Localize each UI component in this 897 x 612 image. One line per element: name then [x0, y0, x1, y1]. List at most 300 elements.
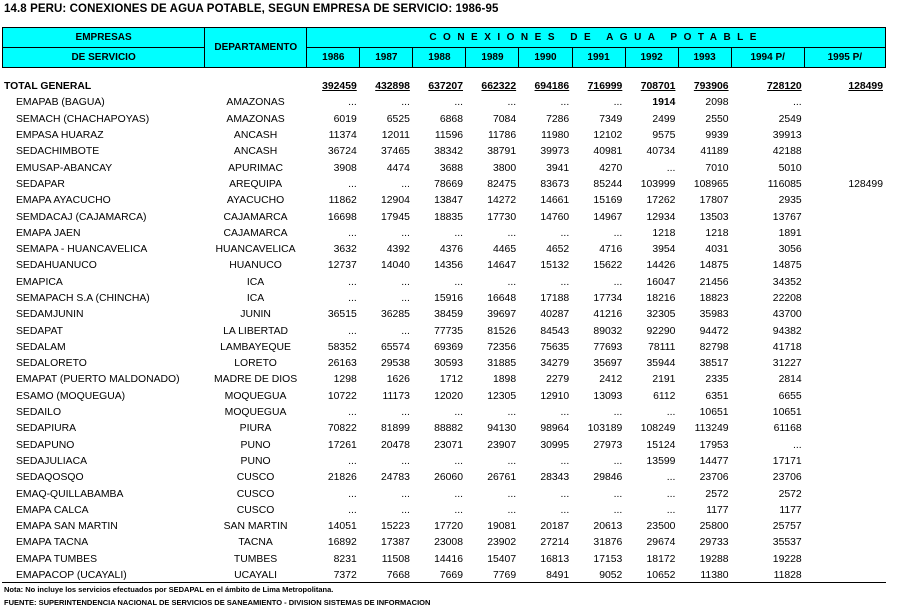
table-row: [2, 389, 886, 405]
value-cell: 15124: [646, 439, 676, 451]
value-cell: 29538: [380, 358, 410, 370]
value-cell: 14272: [487, 195, 517, 207]
value-cell: ...: [401, 293, 410, 304]
table-row: [2, 535, 886, 551]
value-cell: 17945: [380, 211, 410, 223]
value-cell: 12904: [380, 195, 410, 207]
empresa-cell: EMAPA CALCA: [16, 504, 89, 516]
value-cell: 92290: [646, 325, 676, 337]
value-cell: [805, 372, 886, 388]
value-cell: 43700: [772, 309, 802, 321]
value-cell: ...: [401, 455, 410, 467]
value-cell: 10651: [699, 407, 729, 419]
value-cell: ...: [454, 488, 463, 500]
value-cell: 9575: [652, 130, 676, 142]
departamento-cell: JUNIN: [240, 309, 271, 321]
value-cell: ...: [401, 325, 410, 337]
value-cell: ...: [454, 504, 463, 516]
departamento-cell: LA LIBERTAD: [223, 325, 288, 337]
value-cell: 728120: [767, 81, 802, 93]
empresa-cell: EMAPA TUMBES: [16, 553, 98, 565]
value-cell: 11374: [328, 130, 357, 142]
value-cell: [805, 258, 886, 274]
value-cell: 89032: [593, 325, 623, 337]
table-row: [2, 95, 886, 111]
header-year: 1993: [678, 48, 731, 68]
value-cell: 31876: [593, 537, 623, 549]
table-row: [2, 242, 886, 258]
value-cell: ...: [613, 504, 623, 516]
value-cell: ...: [666, 407, 676, 419]
value-cell: 3908: [333, 162, 357, 174]
value-cell: ...: [507, 407, 517, 419]
value-cell: 1898: [492, 374, 517, 386]
value-cell: 13093: [593, 390, 623, 402]
value-cell: 77693: [593, 341, 623, 353]
header-conexiones: CONEXIONES DE AGUA POTABLE: [307, 28, 886, 48]
departamento-cell: AYACUCHO: [226, 195, 285, 207]
value-cell: 3056: [778, 244, 802, 256]
value-cell: 23500: [646, 521, 676, 533]
header-year: 1994 P/: [731, 48, 804, 68]
value-cell: 41718: [772, 341, 802, 353]
value-cell: 103999: [640, 178, 676, 190]
value-cell: 1177: [706, 504, 729, 516]
value-cell: 3954: [652, 244, 676, 256]
empresa-cell: SEMAPA - HUANCAVELICA: [16, 244, 148, 256]
value-cell: ...: [666, 472, 676, 484]
table-row: [2, 372, 886, 388]
value-cell: 2412: [599, 374, 623, 386]
value-cell: 1218: [652, 227, 676, 239]
value-cell: 14875: [699, 260, 729, 272]
header-year: 1989: [466, 48, 519, 68]
value-cell: 2098: [705, 97, 729, 109]
value-cell: 14760: [540, 211, 570, 223]
value-cell: ...: [666, 488, 676, 500]
value-cell: 41216: [593, 309, 623, 321]
empresa-cell: EMAPAB (BAGUA): [16, 97, 105, 109]
value-cell: ...: [401, 178, 410, 190]
value-cell: 12305: [487, 390, 517, 402]
value-cell: ...: [454, 407, 463, 419]
departamento-cell: LAMBAYEQUE: [220, 341, 291, 353]
value-cell: 26761: [487, 472, 517, 484]
value-cell: 94472: [699, 325, 729, 337]
value-cell: 694186: [534, 81, 570, 93]
value-cell: ...: [401, 488, 410, 500]
departamento-cell: CUSCO: [236, 504, 275, 516]
value-cell: 24783: [380, 472, 410, 484]
value-cell: 82475: [487, 178, 517, 190]
value-cell: ...: [613, 488, 623, 500]
value-cell: 25757: [772, 521, 802, 533]
value-cell: ...: [401, 276, 410, 288]
value-cell: 6525: [386, 113, 410, 125]
header-year: 1986: [307, 48, 360, 68]
value-cell: 34279: [540, 358, 570, 370]
value-cell: ...: [348, 407, 357, 419]
value-cell: ...: [401, 97, 410, 109]
value-cell: 23907: [487, 439, 517, 451]
value-cell: 1891: [778, 227, 802, 239]
value-cell: [805, 389, 886, 405]
value-cell: 7349: [599, 113, 623, 125]
value-cell: 14356: [434, 260, 463, 272]
value-cell: 29674: [646, 537, 676, 549]
value-cell: 8491: [546, 570, 570, 582]
value-cell: ...: [793, 97, 802, 109]
value-cell: 16698: [327, 211, 357, 223]
value-cell: 2549: [778, 113, 802, 125]
value-cell: 2335: [705, 374, 729, 386]
value-cell: [805, 454, 886, 470]
value-cell: ...: [454, 276, 463, 288]
departamento-cell: CUSCO: [236, 488, 275, 500]
value-cell: 662322: [481, 81, 517, 93]
value-cell: 17807: [699, 195, 729, 207]
value-cell: 113249: [694, 423, 729, 435]
value-cell: 14967: [593, 211, 623, 223]
table-row: [2, 454, 886, 470]
value-cell: ...: [348, 97, 357, 109]
value-cell: 81526: [487, 325, 517, 337]
value-cell: 13847: [434, 195, 463, 207]
table-row: [2, 160, 886, 176]
departamento-cell: HUANCAVELICA: [215, 244, 296, 256]
value-cell: ...: [348, 178, 357, 190]
table-row: [2, 438, 886, 454]
value-cell: ...: [401, 407, 410, 419]
value-cell: ...: [507, 276, 517, 288]
departamento-cell: AMAZONAS: [226, 113, 285, 125]
departamento-cell: AREQUIPA: [229, 178, 283, 190]
value-cell: 36515: [327, 309, 357, 321]
value-cell: 17953: [699, 439, 729, 451]
value-cell: ...: [454, 97, 463, 109]
departamento-cell: PUNO: [240, 455, 271, 467]
header-de-servicio: DE SERVICIO: [3, 48, 205, 68]
value-cell: 128499: [848, 178, 883, 190]
value-cell: 4474: [386, 162, 410, 174]
value-cell: 69369: [434, 341, 463, 353]
value-cell: 12910: [540, 390, 570, 402]
header-departamento: DEPARTAMENTO: [205, 28, 307, 68]
value-cell: [805, 112, 886, 128]
departamento-cell: MOQUEGUA: [224, 390, 287, 402]
value-cell: 1218: [705, 227, 729, 239]
value-cell: [805, 291, 886, 307]
value-cell: 15132: [540, 260, 570, 272]
value-cell: 75635: [540, 341, 570, 353]
value-cell: 78669: [434, 178, 463, 190]
empresa-cell: EMAPACOP (UCAYALI): [16, 570, 127, 582]
departamento-cell: ANCASH: [233, 130, 278, 142]
value-cell: 42188: [772, 146, 802, 158]
value-cell: 39913: [772, 130, 802, 142]
value-cell: 16047: [646, 276, 676, 288]
value-cell: 11980: [541, 130, 570, 142]
header-year: 1991: [572, 48, 625, 68]
value-cell: 11173: [382, 390, 410, 402]
value-cell: 18216: [646, 293, 676, 304]
value-cell: 17734: [593, 293, 623, 304]
value-cell: 15622: [593, 260, 623, 272]
value-cell: [805, 405, 886, 421]
value-cell: [805, 160, 886, 176]
value-cell: 11380: [700, 570, 729, 582]
value-cell: 23071: [434, 439, 463, 451]
value-cell: 15407: [487, 553, 517, 565]
value-cell: 29733: [699, 537, 729, 549]
departamento-cell: TACNA: [238, 537, 273, 549]
value-cell: 18172: [646, 553, 676, 565]
value-cell: 23902: [487, 537, 517, 549]
value-cell: 4652: [546, 244, 570, 256]
value-cell: 35537: [772, 537, 802, 549]
value-cell: 10652: [646, 570, 676, 582]
value-cell: 17171: [772, 455, 802, 467]
departamento-cell: CAJAMARCA: [223, 227, 288, 239]
value-cell: 15916: [434, 293, 463, 304]
value-cell: 21456: [699, 276, 729, 288]
value-cell: [805, 552, 886, 568]
value-cell: [805, 95, 886, 111]
value-cell: 12737: [327, 260, 357, 272]
value-cell: ...: [613, 97, 623, 109]
value-cell: 15169: [593, 195, 623, 207]
departamento-cell: APURIMAC: [228, 162, 283, 174]
departamento-cell: LORETO: [234, 358, 277, 370]
value-cell: [805, 307, 886, 323]
departamento-cell: CAJAMARCA: [223, 211, 288, 223]
value-cell: ...: [560, 227, 570, 239]
value-cell: 38791: [487, 146, 517, 158]
data-table: [2, 79, 886, 584]
value-cell: 2499: [652, 113, 676, 125]
value-cell: 19288: [699, 553, 729, 565]
value-cell: 26060: [434, 472, 463, 484]
value-cell: [805, 209, 886, 225]
table-header: [2, 27, 886, 68]
value-cell: [805, 340, 886, 356]
value-cell: ...: [507, 488, 517, 500]
value-cell: ...: [560, 97, 570, 109]
value-cell: 4392: [386, 244, 410, 256]
value-cell: 17387: [380, 537, 410, 549]
value-cell: 3941: [546, 162, 570, 174]
value-cell: ...: [560, 504, 570, 516]
header-year: 1987: [360, 48, 413, 68]
value-cell: 13767: [772, 211, 802, 223]
table-row: [2, 552, 886, 568]
table-row: [2, 486, 886, 502]
value-cell: 16648: [487, 293, 517, 304]
departamento-cell: ICA: [246, 293, 265, 304]
empresa-cell: EMAPA TACNA: [16, 537, 89, 549]
value-cell: 2935: [778, 195, 802, 207]
value-cell: [805, 144, 886, 160]
empresa-cell: SEDAILO: [16, 407, 62, 419]
departamento-cell: SAN MARTIN: [223, 521, 288, 533]
value-cell: 13599: [646, 455, 676, 467]
value-cell: [805, 275, 886, 291]
departamento-cell: [204, 79, 306, 95]
value-cell: 85244: [593, 178, 623, 190]
value-cell: ...: [666, 162, 676, 174]
value-cell: 94382: [772, 325, 802, 337]
value-cell: 27214: [540, 537, 570, 549]
value-cell: 2279: [546, 374, 570, 386]
table-row: [2, 226, 886, 242]
source-line: FUENTE: SUPERINTENDENCIA NACIONAL DE SERVICIOS DE SANEAMIENTO - DIVISION SISTEMAS DE INFORMACION: [4, 598, 431, 607]
value-cell: 82798: [699, 341, 729, 353]
value-cell: 11862: [328, 195, 357, 207]
value-cell: 27973: [593, 439, 623, 451]
value-cell: [805, 519, 886, 535]
value-cell: 1712: [439, 374, 463, 386]
value-cell: 16813: [540, 553, 570, 565]
empresa-cell: SEMAPACH S.A (CHINCHA): [16, 293, 150, 304]
value-cell: 20187: [540, 521, 570, 533]
value-cell: [805, 226, 886, 242]
table-row: [2, 112, 886, 128]
value-cell: 12011: [381, 130, 410, 142]
table-row: [2, 405, 886, 421]
value-cell: 8231: [333, 553, 357, 565]
value-cell: 40734: [646, 146, 676, 158]
value-cell: 11508: [381, 553, 410, 565]
value-cell: ...: [348, 227, 357, 239]
value-cell: ...: [348, 504, 357, 516]
value-cell: ...: [401, 504, 410, 516]
value-cell: 20613: [593, 521, 623, 533]
header-empresas: EMPRESAS: [3, 28, 205, 48]
value-cell: 6655: [778, 390, 802, 402]
value-cell: 6019: [333, 113, 357, 125]
empresa-cell: EMAQ-QUILLABAMBA: [16, 488, 124, 500]
departamento-cell: MADRE DE DIOS: [213, 374, 298, 386]
value-cell: 392459: [322, 81, 357, 93]
value-cell: 20478: [380, 439, 410, 451]
value-cell: 17261: [327, 439, 357, 451]
value-cell: 23706: [772, 472, 802, 484]
value-cell: 17262: [646, 195, 676, 207]
value-cell: [805, 323, 886, 339]
empresa-cell: SEDAHUANUCO: [16, 260, 97, 272]
empresa-cell: SEDAMJUNIN: [16, 309, 84, 321]
value-cell: 14416: [434, 553, 463, 565]
table-row: [2, 356, 886, 372]
value-cell: 11786: [487, 130, 517, 142]
departamento-cell: ANCASH: [233, 146, 278, 158]
table-row: [2, 177, 886, 193]
table-row: [2, 470, 886, 486]
value-cell: 22208: [772, 293, 802, 304]
departamento-cell: PUNO: [240, 439, 271, 451]
value-cell: ...: [454, 455, 463, 467]
value-cell: ...: [401, 227, 410, 239]
departamento-cell: UCAYALI: [234, 570, 278, 582]
value-cell: 81899: [380, 423, 410, 435]
empresa-cell: SEDAJULIACA: [16, 455, 88, 467]
value-cell: 78111: [648, 341, 676, 353]
empresa-cell: SEDAQOSQO: [16, 472, 84, 484]
value-cell: 14040: [380, 260, 410, 272]
value-cell: 3632: [333, 244, 357, 256]
value-cell: 94130: [487, 423, 517, 435]
value-cell: ...: [507, 97, 517, 109]
empresa-cell: SEMDACAJ (CAJAMARCA): [16, 211, 147, 223]
value-cell: ...: [613, 276, 623, 288]
value-cell: 29846: [593, 472, 623, 484]
value-cell: 4031: [705, 244, 729, 256]
value-cell: 10651: [772, 407, 802, 419]
table-row: [2, 291, 886, 307]
value-cell: 39697: [487, 309, 517, 321]
departamento-cell: PIURA: [239, 423, 272, 435]
value-cell: ...: [348, 455, 357, 467]
value-cell: ...: [348, 488, 357, 500]
value-cell: 30593: [434, 358, 463, 370]
value-cell: 4465: [492, 244, 517, 256]
value-cell: 716999: [587, 81, 623, 93]
footnote: Nota: No incluye los servicios efectuados por SEDAPAL en el ámbito de Lima Metropolitana.: [4, 585, 334, 594]
value-cell: 18823: [699, 293, 729, 304]
value-cell: [805, 535, 886, 551]
value-cell: 14477: [699, 455, 729, 467]
value-cell: ...: [793, 439, 802, 451]
value-cell: [805, 503, 886, 519]
value-cell: 65574: [380, 341, 410, 353]
value-cell: 708701: [640, 81, 676, 93]
header-year: 1988: [413, 48, 466, 68]
value-cell: 17730: [487, 211, 517, 223]
table-row: [2, 144, 886, 160]
value-cell: 108249: [640, 423, 676, 435]
value-cell: 4376: [439, 244, 463, 256]
value-cell: ...: [348, 325, 357, 337]
value-cell: 32305: [646, 309, 676, 321]
value-cell: 1914: [652, 97, 676, 109]
value-cell: [805, 421, 886, 437]
departamento-cell: MOQUEGUA: [224, 407, 287, 419]
value-cell: 98964: [540, 423, 570, 435]
value-cell: ...: [507, 227, 517, 239]
value-cell: 2814: [778, 374, 802, 386]
value-cell: 35697: [593, 358, 623, 370]
table-row: [2, 323, 886, 339]
value-cell: 35983: [699, 309, 729, 321]
value-cell: 116085: [767, 178, 802, 190]
empresa-cell: EMAPA JAEN: [16, 227, 81, 239]
value-cell: ...: [613, 455, 623, 467]
value-cell: [805, 356, 886, 372]
value-cell: 19081: [487, 521, 517, 533]
empresa-cell: EMAPAT (PUERTO MALDONADO): [16, 374, 180, 386]
value-cell: 14647: [487, 260, 517, 272]
value-cell: [805, 128, 886, 144]
empresa-cell: EMUSAP-ABANCAY: [16, 162, 113, 174]
value-cell: 14051: [327, 521, 357, 533]
value-cell: 10722: [327, 390, 357, 402]
table-row: [2, 209, 886, 225]
value-cell: 61168: [773, 423, 802, 435]
value-cell: 2191: [652, 374, 676, 386]
value-cell: 16892: [327, 537, 357, 549]
value-cell: 39973: [540, 146, 570, 158]
value-cell: 7286: [546, 113, 570, 125]
